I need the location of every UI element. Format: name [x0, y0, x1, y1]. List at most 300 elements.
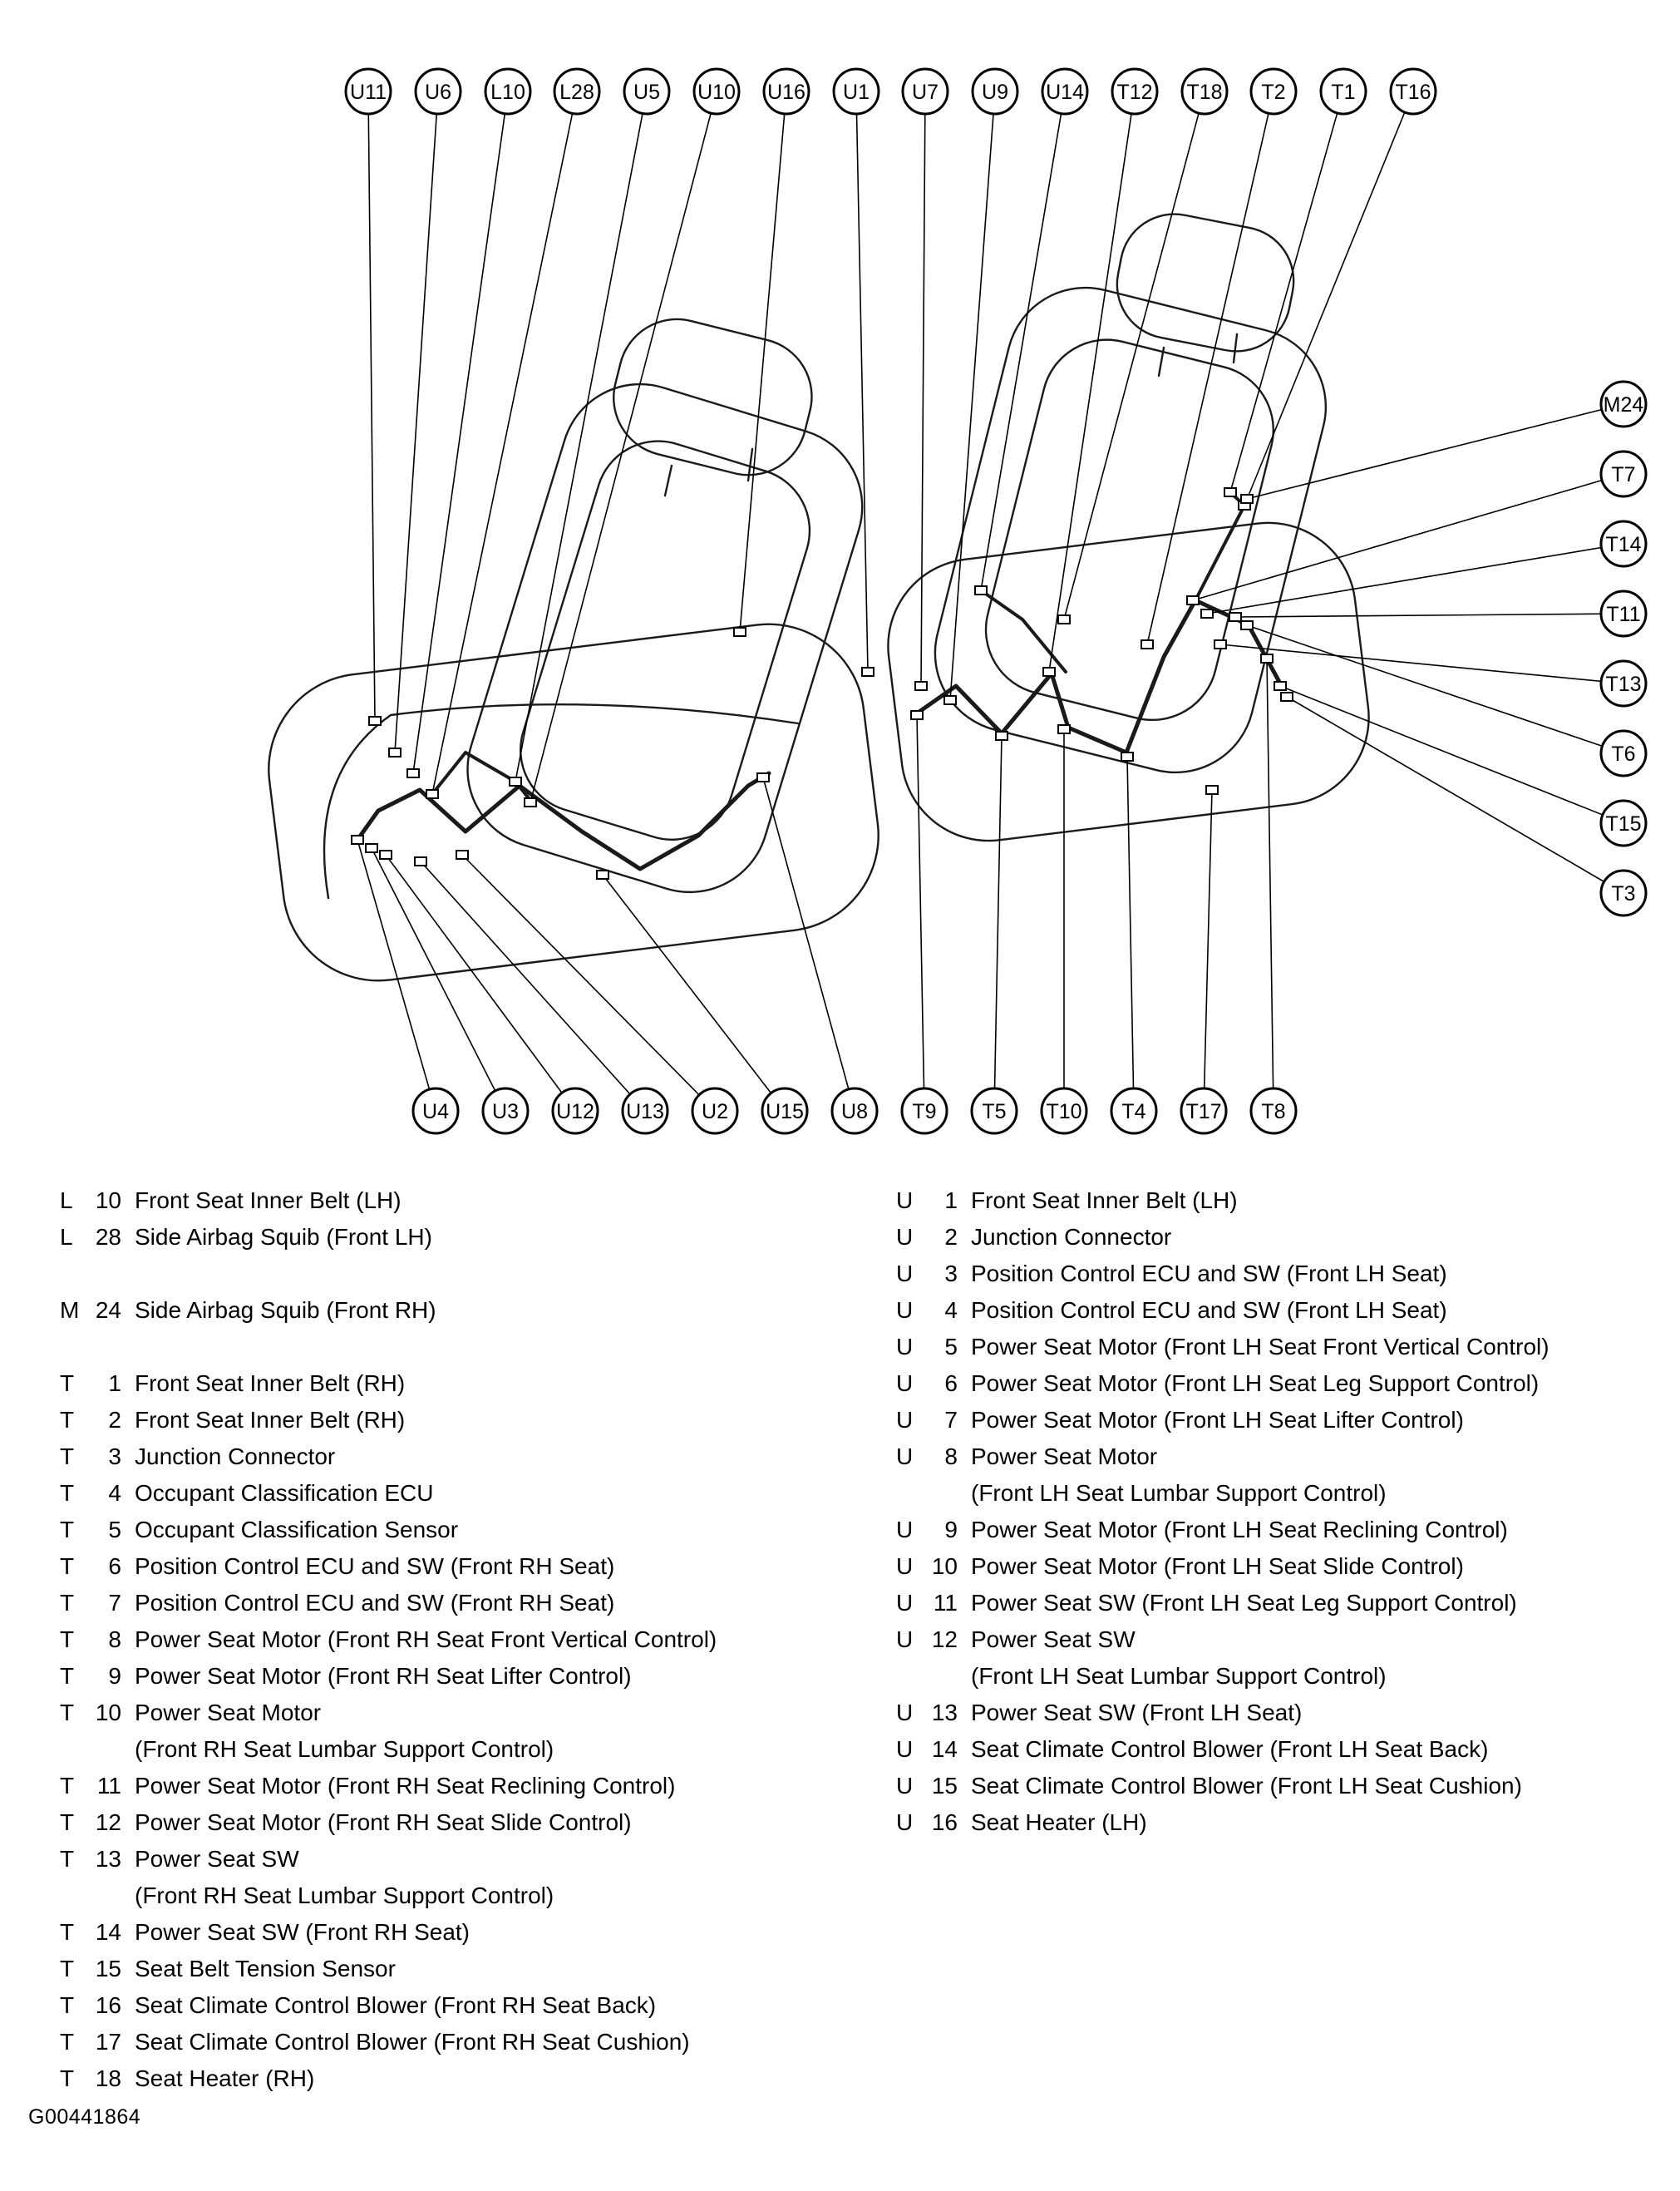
- legend-entry: [896, 1768, 1678, 1804]
- legend-entry: [896, 1219, 1678, 1256]
- legend-entry-number: 10: [931, 1553, 958, 1579]
- legend-entry-text: Power Seat Motor (Front LH Seat Leg Support Control): [971, 1370, 1540, 1396]
- legend-entry-letter: T: [60, 1626, 75, 1652]
- legend-entry-text: Power Seat Motor (Front LH Seat Reclining Control): [971, 1517, 1508, 1542]
- legend-entry-letter: U: [896, 1590, 914, 1616]
- connector-marker: [1058, 615, 1070, 624]
- legend-entry-text: Power Seat SW (Front RH Seat): [135, 1919, 470, 1945]
- legend-entry-text: Junction Connector: [971, 1224, 1172, 1250]
- callout-label: T18: [1186, 81, 1223, 104]
- connector-callout: [485, 69, 530, 114]
- legend-entry: [896, 1658, 1678, 1695]
- legend-entry: [896, 1402, 1678, 1438]
- legend-entry-number: 11: [933, 1590, 958, 1616]
- leader-line: [1244, 91, 1413, 506]
- callout-label: U11: [349, 81, 387, 104]
- connector-marker: [1241, 621, 1253, 629]
- callout-label: U13: [626, 1100, 664, 1123]
- legend-entry-text: Power Seat SW: [135, 1846, 299, 1872]
- legend-entry: [60, 1695, 866, 1731]
- connector-callout: [1042, 1088, 1086, 1133]
- legend-entry-text: Side Airbag Squib (Front RH): [135, 1297, 436, 1323]
- legend-entry-letter: U: [896, 1407, 914, 1433]
- callout-label: U5: [633, 81, 660, 104]
- legend-entry-letter: U: [896, 1626, 914, 1652]
- legend-entry-number: 9: [944, 1517, 958, 1542]
- rh-headrest-post: [1234, 334, 1237, 363]
- legend-entry: [896, 1621, 1678, 1658]
- legend-entry-letter: L: [60, 1224, 73, 1250]
- legend-entry: [60, 1804, 866, 1841]
- leader-lines: [352, 91, 1623, 1111]
- legend-entry-number: 13: [95, 1846, 121, 1872]
- callout-label: T7: [1611, 463, 1636, 486]
- connector-marker: [1206, 786, 1218, 794]
- callout-label: T2: [1261, 81, 1286, 104]
- connector-marker: [1141, 640, 1153, 649]
- legend-entry: [60, 1219, 866, 1256]
- legend-entry-number: 1: [108, 1370, 121, 1396]
- legend-entry-letter: T: [60, 1370, 75, 1396]
- legend-entry: [60, 1292, 866, 1329]
- legend-entry: [60, 1585, 866, 1621]
- legend-entry-number: 2: [108, 1407, 121, 1433]
- legend-entry-letter: U: [896, 1517, 914, 1542]
- connector-callout: [764, 69, 809, 114]
- legend-entry-number: 4: [108, 1480, 121, 1506]
- connector-marker: [352, 836, 363, 844]
- legend-entry-text: Occupant Classification ECU: [135, 1480, 434, 1506]
- connector-marker: [1261, 654, 1273, 663]
- legend-entry-number: 3: [944, 1261, 958, 1286]
- legend-entry-text: Seat Heater (RH): [135, 2065, 315, 2091]
- legend-entry: [896, 1512, 1678, 1548]
- legend-entry-text: Front Seat Inner Belt (RH): [135, 1407, 406, 1433]
- legend-entry: [60, 1951, 866, 1987]
- connector-callout: [972, 1088, 1017, 1133]
- leader-line: [856, 91, 868, 672]
- connector-marker: [1058, 725, 1070, 733]
- connector-callout: [973, 69, 1017, 114]
- connector-callout: [483, 1088, 528, 1133]
- callout-label: U8: [841, 1100, 868, 1123]
- rh-seat-wire-harness: [914, 600, 1280, 753]
- connector-callout: [1601, 521, 1646, 566]
- legend-entry-number: 3: [108, 1443, 121, 1469]
- connector-callout: [834, 69, 879, 114]
- connector-marker: [597, 871, 608, 879]
- legend-entry-letter: T: [60, 1809, 75, 1835]
- connector-marker: [996, 732, 1008, 740]
- connector-callout: [1251, 1088, 1296, 1133]
- connector-callout: [1601, 591, 1646, 636]
- callout-label: T6: [1611, 743, 1636, 766]
- legend-entry: [60, 1987, 866, 2024]
- leader-line: [432, 91, 577, 794]
- leader-line: [740, 91, 786, 632]
- connector-callout: [1111, 1088, 1156, 1133]
- legend-entry-letter: T: [60, 1992, 75, 2018]
- connector-callout: [1112, 69, 1157, 114]
- callout-label: T10: [1046, 1100, 1082, 1123]
- legend-entry-number: 16: [931, 1809, 958, 1835]
- leader-line: [921, 91, 925, 686]
- connector-callout: [1391, 69, 1436, 114]
- legend-entry: [896, 1804, 1678, 1841]
- legend-column-right: [896, 1182, 1678, 1841]
- legend-entry-text: Seat Climate Control Blower (Front LH Seat Back): [971, 1736, 1489, 1762]
- callout-label: T17: [1185, 1100, 1222, 1123]
- legend-entry-letter: M: [60, 1297, 80, 1323]
- legend-entry-number: 6: [108, 1553, 121, 1579]
- legend-entry-number: 15: [95, 1956, 121, 1981]
- connector-callout: [1601, 382, 1646, 427]
- legend-entry: [60, 1402, 866, 1438]
- legend-entry-letter: T: [60, 1553, 75, 1579]
- connector-callout: [902, 1088, 947, 1133]
- legend-entry-text: Power Seat Motor (Front RH Seat Slide Control): [135, 1809, 632, 1835]
- callout-label: U10: [697, 81, 736, 104]
- legend-entry-text: Power Seat Motor (Front RH Seat Reclining Control): [135, 1773, 676, 1799]
- connector-marker: [1281, 693, 1293, 701]
- legend-entry-text: Power Seat Motor (Front LH Seat Slide Control): [971, 1553, 1464, 1579]
- connector-marker: [1241, 495, 1253, 503]
- legend-entry: [896, 1548, 1678, 1585]
- callout-label: T11: [1606, 603, 1641, 626]
- legend-entry-letter: T: [60, 1956, 75, 1981]
- legend-entry: [896, 1585, 1678, 1621]
- connector-callout: [903, 69, 948, 114]
- lh-headrest-outline: [601, 307, 824, 487]
- connector-callout: [1601, 661, 1646, 706]
- legend-entry: [60, 1475, 866, 1512]
- connector-marker: [415, 857, 426, 866]
- legend-entry-text: Seat Climate Control Blower (Front LH Seat Cushion): [971, 1773, 1522, 1799]
- legend-entry-text: Seat Belt Tension Sensor: [135, 1956, 396, 1981]
- connector-marker: [1121, 753, 1133, 761]
- legend-entry-text: Power Seat SW: [971, 1626, 1136, 1652]
- legend-entry: [60, 1731, 866, 1768]
- connector-marker: [369, 717, 381, 725]
- connector-callout: [413, 1088, 458, 1133]
- legend-entry-number: 9: [108, 1663, 121, 1689]
- connector-marker: [366, 844, 377, 852]
- connector-marker: [915, 682, 927, 690]
- callout-label: U2: [702, 1100, 728, 1123]
- callout-label: T5: [982, 1100, 1007, 1123]
- callout-label: L10: [490, 81, 525, 104]
- connector-marker: [1224, 488, 1236, 496]
- legend-entry: [60, 1365, 866, 1402]
- connector-marker: [1043, 668, 1055, 676]
- legend-entry-number: 15: [931, 1773, 958, 1799]
- leader-line: [1247, 404, 1623, 499]
- leader-line: [1247, 625, 1623, 753]
- connector-callout: [1601, 452, 1646, 496]
- legend-entry-letter: T: [60, 1407, 75, 1433]
- legend-entry-letter: U: [896, 1553, 914, 1579]
- legend-entry-letter: U: [896, 1334, 914, 1360]
- legend-entry-letter: T: [60, 2065, 75, 2091]
- callout-label: T13: [1605, 673, 1642, 696]
- legend-entry-number: 5: [108, 1517, 121, 1542]
- legend-entry-letter: U: [896, 1736, 914, 1762]
- leader-line: [1287, 697, 1623, 893]
- legend-entry: [896, 1475, 1678, 1512]
- callout-label: U6: [425, 81, 451, 104]
- connector-callout: [1321, 69, 1366, 114]
- legend-entry-number: 7: [944, 1407, 958, 1433]
- connector-callout: [416, 69, 461, 114]
- legend-entry-letter: L: [60, 1187, 73, 1213]
- connector-marker: [1229, 613, 1241, 621]
- connector-marker: [757, 773, 769, 782]
- callout-label: U4: [422, 1100, 449, 1123]
- connector-callout: [1042, 69, 1087, 114]
- legend-entry-text: Occupant Classification Sensor: [135, 1517, 459, 1542]
- legend-entry-text: Seat Heater (LH): [971, 1809, 1147, 1835]
- legend-entry-letter: U: [896, 1700, 914, 1725]
- figure-code: G00441864: [28, 2105, 141, 2129]
- legend-entry-letter: U: [896, 1773, 914, 1799]
- legend-entry: [60, 2060, 866, 2097]
- leader-line: [1220, 644, 1623, 683]
- legend-entry: [896, 1256, 1678, 1292]
- lh-seatback-inner-line: [505, 426, 825, 856]
- connector-callout: [1601, 801, 1646, 846]
- connector-callout: [832, 1088, 877, 1133]
- legend-entry-text: Seat Climate Control Blower (Front RH Seat Back): [135, 1992, 657, 2018]
- connector-callout: [692, 1088, 737, 1133]
- callout-label: U12: [556, 1100, 594, 1123]
- legend-entry-text: (Front RH Seat Lumbar Support Control): [135, 1736, 554, 1762]
- legend-entry-number: 7: [108, 1590, 121, 1616]
- callout-label: U14: [1046, 81, 1084, 104]
- legend-entry: [60, 1914, 866, 1951]
- legend-entry-number: 28: [95, 1224, 121, 1250]
- legend-entry: [896, 1731, 1678, 1768]
- callout-label: T14: [1605, 533, 1642, 556]
- legend-entry-number: 8: [944, 1443, 958, 1469]
- legend-entry-letter: T: [60, 1700, 75, 1725]
- connector-callout: [762, 1088, 807, 1133]
- connector-marker: [1214, 640, 1226, 649]
- leader-line: [1204, 790, 1212, 1111]
- legend-group-spacer: [60, 1256, 866, 1292]
- callout-label: T12: [1116, 81, 1153, 104]
- callout-label: T15: [1605, 812, 1642, 836]
- legend-entry: [896, 1695, 1678, 1731]
- connector-marker: [975, 586, 987, 595]
- legend-entry-letter: T: [60, 1773, 75, 1799]
- connector-marker: [510, 777, 521, 786]
- connector-marker: [426, 790, 438, 798]
- connector-marker: [1187, 596, 1199, 604]
- legend-entry-number: 11: [96, 1773, 121, 1799]
- legend-entry-number: 5: [944, 1334, 958, 1360]
- legend-entry-number: 6: [944, 1370, 958, 1396]
- legend-entry-text: Position Control ECU and SW (Front LH Seat): [971, 1297, 1447, 1323]
- callout-label: U9: [982, 81, 1008, 104]
- legend-entry: [60, 1841, 866, 1878]
- legend-entry-letter: T: [60, 1590, 75, 1616]
- connector-marker: [525, 798, 536, 807]
- legend-entry-text: Front Seat Inner Belt (RH): [135, 1370, 406, 1396]
- legend-entry-letter: U: [896, 1443, 914, 1469]
- connector-marker: [944, 696, 956, 704]
- legend-entry-text: Power Seat Motor: [971, 1443, 1158, 1469]
- leader-line: [462, 855, 715, 1111]
- legend-entry-number: 14: [931, 1736, 958, 1762]
- connector-callout: [554, 69, 599, 114]
- legend-entry: [60, 2024, 866, 2060]
- connector-callout: [1251, 69, 1296, 114]
- legend-entry-text: Front Seat Inner Belt (LH): [135, 1187, 402, 1213]
- legend-entry-number: 13: [931, 1700, 958, 1725]
- connector-marker: [1201, 609, 1213, 618]
- legend-entry-number: 17: [95, 2029, 121, 2055]
- leader-line: [917, 715, 924, 1111]
- rh-seatback-inner-line: [972, 326, 1287, 733]
- callout-label: M24: [1603, 393, 1644, 417]
- leader-line: [603, 875, 785, 1111]
- legend-entry-letter: T: [60, 2029, 75, 2055]
- legend-entry-text: (Front RH Seat Lumbar Support Control): [135, 1883, 554, 1908]
- legend-entry-number: 2: [944, 1224, 958, 1250]
- leader-line: [1207, 544, 1623, 614]
- leader-line: [994, 736, 1002, 1111]
- legend-entry-letter: T: [60, 1663, 75, 1689]
- callout-label: U3: [492, 1100, 519, 1123]
- connector-marker: [380, 851, 392, 859]
- leader-line: [386, 855, 575, 1111]
- legend-entry-number: 12: [931, 1626, 958, 1652]
- callout-label: T16: [1395, 81, 1431, 104]
- leader-line: [1280, 686, 1623, 823]
- lh-cushion-outline: [258, 614, 889, 992]
- legend-entry: [60, 1182, 866, 1219]
- legend-entry: [60, 1658, 866, 1695]
- leader-line: [395, 91, 438, 753]
- legend-entry-text: Power Seat SW (Front LH Seat Leg Support Control): [971, 1590, 1517, 1616]
- legend-entry: [60, 1621, 866, 1658]
- connector-callout: [553, 1088, 598, 1133]
- callout-label: L28: [559, 81, 594, 104]
- leader-line: [763, 777, 855, 1111]
- legend-entry-number: 10: [95, 1700, 121, 1725]
- callout-label: U7: [912, 81, 939, 104]
- legend-entry-text: Power Seat Motor (Front RH Seat Front Vertical Control): [135, 1626, 717, 1652]
- legend-entry-number: 16: [95, 1992, 121, 2018]
- callout-label: U15: [766, 1100, 804, 1123]
- legend-entry-text: (Front LH Seat Lumbar Support Control): [971, 1663, 1387, 1689]
- leader-line: [1049, 91, 1135, 672]
- seat-line-art: [258, 205, 1378, 991]
- legend-entry-text: Front Seat Inner Belt (LH): [971, 1187, 1238, 1213]
- connector-marker: [911, 711, 923, 719]
- legend-entry-number: 18: [95, 2065, 121, 2091]
- legend-entry-text: Junction Connector: [135, 1443, 336, 1469]
- connector-callout: [1601, 731, 1646, 776]
- connector-callout: [1181, 1088, 1226, 1133]
- legend-entry-letter: T: [60, 1443, 75, 1469]
- callout-label: T8: [1261, 1100, 1286, 1123]
- callout-label: U16: [767, 81, 806, 104]
- leader-line: [1064, 91, 1205, 619]
- leader-line: [1267, 659, 1274, 1111]
- leader-line: [1193, 474, 1623, 600]
- legend-entry-number: 1: [944, 1187, 958, 1213]
- legend-entry-letter: U: [896, 1187, 914, 1213]
- legend-entry-number: 10: [95, 1187, 121, 1213]
- connector-marker: [1274, 682, 1286, 690]
- legend-entry-text: Position Control ECU and SW (Front RH Seat): [135, 1553, 615, 1579]
- legend-entry-letter: T: [60, 1517, 75, 1542]
- lh-seat-wire-harness: [357, 773, 769, 869]
- legend-entry-text: (Front LH Seat Lumbar Support Control): [971, 1480, 1387, 1506]
- lh-headrest-post: [665, 466, 672, 496]
- leader-line: [421, 861, 645, 1111]
- connector-callout: [623, 1088, 668, 1133]
- leader-line: [1127, 757, 1134, 1111]
- callout-label: T3: [1611, 882, 1636, 906]
- connector-callout: [1182, 69, 1227, 114]
- legend-entry-text: Power Seat Motor (Front LH Seat Front Vertical Control): [971, 1334, 1549, 1360]
- connector-callout: [624, 69, 669, 114]
- legend-entry-number: 24: [95, 1297, 121, 1323]
- legend-entry-text: Seat Climate Control Blower (Front RH Seat Cushion): [135, 2029, 690, 2055]
- legend-entry-number: 8: [108, 1626, 121, 1652]
- leader-line: [1235, 614, 1623, 617]
- legend-entry-text: Power Seat Motor (Front LH Seat Lifter Control): [971, 1407, 1464, 1433]
- legend-entry: [60, 1438, 866, 1475]
- legend-entry-number: 14: [95, 1919, 121, 1945]
- leader-line: [368, 91, 375, 721]
- legend-entry-text: Side Airbag Squib (Front LH): [135, 1224, 432, 1250]
- leader-line: [981, 91, 1065, 590]
- legend-entry: [60, 1878, 866, 1914]
- callout-label: T9: [912, 1100, 937, 1123]
- connector-callout: [1601, 871, 1646, 915]
- legend-entry-text: Position Control ECU and SW (Front RH Seat): [135, 1590, 615, 1616]
- legend-entry-letter: T: [60, 1919, 75, 1945]
- legend-entry: [60, 1768, 866, 1804]
- legend-entry-text: Power Seat SW (Front LH Seat): [971, 1700, 1303, 1725]
- legend-entry-letter: U: [896, 1370, 914, 1396]
- legend-entry: [896, 1438, 1678, 1475]
- legend-entry: [60, 1548, 866, 1585]
- callout-label: T4: [1121, 1100, 1146, 1123]
- legend-entry-number: 12: [95, 1809, 121, 1835]
- legend-entry-letter: U: [896, 1809, 914, 1835]
- legend-group-spacer: [60, 1329, 866, 1365]
- legend-entry: [896, 1365, 1678, 1402]
- connector-marker: [734, 628, 746, 636]
- legend-entry-letter: U: [896, 1224, 914, 1250]
- leader-line: [1147, 91, 1274, 644]
- legend-entry-text: Power Seat Motor (Front RH Seat Lifter Control): [135, 1663, 632, 1689]
- legend-entry-letter: U: [896, 1297, 914, 1323]
- leader-line: [1230, 91, 1343, 492]
- legend-entry: [60, 1512, 866, 1548]
- connector-marker: [862, 668, 874, 676]
- leader-line: [515, 91, 647, 782]
- legend-entry-letter: T: [60, 1480, 75, 1506]
- connector-marker: [389, 748, 401, 757]
- connector-callout: [694, 69, 739, 114]
- callout-label: T1: [1331, 81, 1356, 104]
- legend-entry: [896, 1329, 1678, 1365]
